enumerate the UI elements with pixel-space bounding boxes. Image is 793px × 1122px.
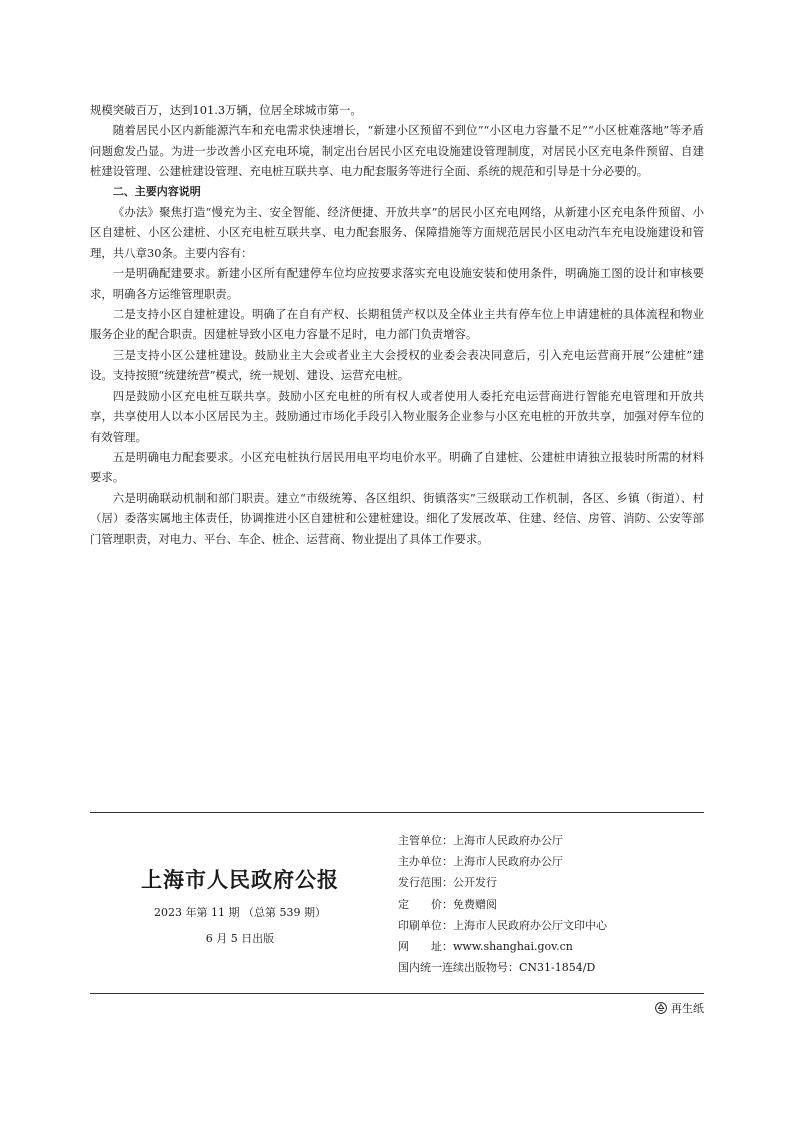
colophon-supervisor: 主管单位：上海市人民政府办公厅: [398, 834, 563, 847]
paragraph-item-2: 二是支持小区自建桩建设。明确了在自有产权、长期租赁产权以及全体业主共有停车位上申请建桩的具体流程和物业服务企业的配合职责。因建桩导致小区电力容量不足时，电力部门负责增容。: [90, 307, 704, 342]
body-text: [90, 100, 704, 549]
colophon-printer: 印刷单位：上海市人民政府办公厅文印中心: [398, 918, 607, 932]
colophon-sponsor: 主办单位：上海市人民政府办公厅: [398, 855, 563, 869]
paragraph-item-1: 一是明确配建要求。新建小区所有配建停车位均应按要求落实充电设施安装和使用条件，明确施工图的设计和审核要求，明确各方运维管理职责。: [90, 266, 704, 301]
paragraph-item-5: 五是明确电力配套要求。小区充电桩执行居民用电平均电价水平。明确了自建桩、公建桩申请独立报装时所需的材料要求。: [90, 449, 704, 485]
paragraph-background: 随着居民小区内新能源汽车和充电需求快速增长，“新建小区预留不到位”“小区电力容量不足”“小区桩难落地”等矛盾问题愈发凸显。为进一步改善小区充电环境，制定出台居民小区充电设施建设管理制度，对居民小区充电条件预留、自建桩建设管理、公建桩建设管理、充电桩互联共享、电力配套服务等进行全面、系统的规范和引导是十分必要的。: [90, 123, 704, 179]
recycle-icon: [655, 1002, 667, 1014]
recycled-paper-label: 再生纸: [671, 1002, 704, 1015]
colophon-price: 定 价：免费赠阅: [398, 897, 497, 911]
colophon-website: 网 址：www.shanghai.gov.cn: [398, 940, 573, 954]
top-divider: [90, 812, 704, 813]
paragraph-overview: 《办法》聚焦打造“慢充为主、安全智能、经济便捷、开放共享”的居民小区充电网络，从新建小区充电条件预留、小区自建桩、小区公建桩、小区充电桩互联共享、电力配套服务、保障措施等方面规范居民小区电动汽车充电设施建设和管理，共八章30条。主要内容有：: [90, 205, 704, 260]
paragraph-item-3: 三是支持小区公建桩建设。鼓励业主大会或者业主大会授权的业委会表决同意后，引入充电运营商开展“公建桩”建设。支持按照“统建统营”模式，统一规划、建设、运营充电桩。: [90, 347, 704, 383]
paragraph-item-6: 六是明确联动机制和部门职责。建立“市级统筹、各区组织、街镇落实”三级联动工作机制，各区、乡镇（街道）、村（居）委落实属地主体责任，协调推进小区自建桩和公建桩建设。细化了发展改革、住建、经信、房管、消防、公安等部门管理职责，对电力、平台、车企、桩企、运营商、物业提出了具体工作要求。: [90, 490, 704, 546]
paragraph-item-4: 四是鼓励小区充电桩互联共享。鼓励小区充电桩的所有权人或者使用人委托充电运营商进行智能充电管理和开放共享，共享使用人以本小区居民为主。鼓励通过市场化手段引入物业服务企业参与小区充电桩的开放共享，加强对停车位的有效管理。: [90, 388, 704, 444]
section-heading: 二、主要内容说明: [112, 184, 201, 198]
bottom-divider: [90, 993, 704, 994]
colophon-serial-number: 国内统一连续出版物号：CN31-1854/D: [398, 961, 596, 975]
publication-date: 6 月 5 日出版: [205, 932, 275, 945]
colophon-distribution: 发行范围：公开发行: [398, 876, 497, 890]
colophon: [398, 830, 704, 978]
paragraph-continuation: 规模突破百万，达到101.3万辆，位居全球城市第一。: [90, 103, 362, 117]
recycled-paper-note: [655, 1000, 704, 1016]
publication-title: 上海市人民政府公报: [141, 867, 339, 892]
issue-number: 2023 年第 11 期 （总第 539 期）: [154, 906, 326, 919]
